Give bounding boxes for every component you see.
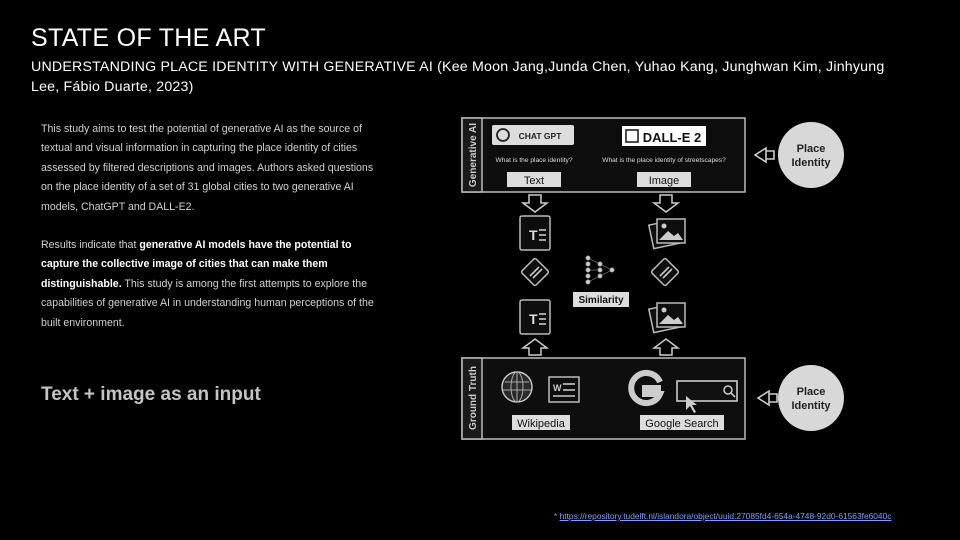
method-diagram xyxy=(455,110,875,450)
similarity-label: Similarity xyxy=(578,295,624,306)
emphasis-heading: Text + image as an input xyxy=(41,384,261,405)
footnote-link[interactable]: https://repository.tudelft.nl/islandora/object/uuid:27085fd4-654a-4748-92d0-61563fe6040c xyxy=(559,511,892,521)
arrow-left-icon xyxy=(758,391,777,405)
page-subtitle: UNDERSTANDING PLACE IDENTITY WITH GENERATIVE AI (Kee Moon Jang,Junda Chen, Yuhao Kang, Junghwan Kim, Jinhyung Lee, Fábio Duarte, 2023) xyxy=(31,59,885,95)
dalle-logo xyxy=(622,126,706,146)
dalle-label: DALL-E 2 xyxy=(642,130,702,145)
wiki-article-icon xyxy=(549,377,579,402)
arrow-left-icon xyxy=(755,148,774,162)
wikipedia-globe-icon xyxy=(502,372,532,402)
image-icon xyxy=(649,303,685,333)
comparison-diamond-icon xyxy=(521,258,549,286)
arrow-up-icon xyxy=(654,339,678,355)
body-text xyxy=(41,120,381,333)
arrow-down-icon xyxy=(654,195,678,212)
wikipedia-label: Wikipedia xyxy=(517,418,565,430)
image-icon xyxy=(649,219,685,249)
image-output-label: Image xyxy=(648,175,680,187)
body-paragraph-2 xyxy=(41,236,381,333)
svg-text:Place: Place xyxy=(796,386,826,398)
comparison-diamond-icon xyxy=(651,258,679,286)
text-output-label: Text xyxy=(523,175,545,187)
svg-text:Place: Place xyxy=(796,143,826,155)
svg-text:T: T xyxy=(529,227,538,243)
results-outro: This study is among the first attempts to explore the capabilities of generative AI in understanding human perceptions of the built environment. xyxy=(41,277,374,329)
footnote xyxy=(554,511,891,521)
svg-text:Identity: Identity xyxy=(791,157,831,169)
text-document-icon xyxy=(520,216,550,250)
google-search-label: Google Search xyxy=(645,418,719,430)
arrow-up-icon xyxy=(523,339,547,355)
results-intro: Results indicate that xyxy=(41,239,140,252)
chatgpt-logo xyxy=(492,125,574,145)
question-streetscapes: What is the place identity of streetscapes? xyxy=(602,157,726,164)
place-identity-circle-bottom xyxy=(778,365,844,431)
question-text: What is the place identity? xyxy=(495,157,573,164)
body-paragraph-1: This study aims to test the potential of generative AI as the source of textual and visual information in capturing the place identity of cities assessed by filtered descriptions and images. Authors asked questions on the place identity of a set of 31 global cities to two generative AI models, ChatGPT and DALL-E2. xyxy=(41,123,374,213)
text-document-icon xyxy=(520,300,550,334)
neural-network-icon xyxy=(586,256,614,284)
ground-truth-label: Ground Truth xyxy=(468,366,479,430)
svg-text:T: T xyxy=(529,311,538,327)
results-highlight: generative AI models have the potential to capture the collective image of cities that can make them distinguishable. xyxy=(41,239,352,290)
generative-ai-label: Generative AI xyxy=(468,122,479,188)
svg-text:Identity: Identity xyxy=(791,400,831,412)
arrow-down-icon xyxy=(523,195,547,212)
chatgpt-label: CHAT GPT xyxy=(518,131,562,141)
footnote-marker: * xyxy=(554,511,558,521)
place-identity-circle-top xyxy=(778,122,844,188)
page-title: STATE OF THE ART xyxy=(31,24,266,52)
svg-text:W: W xyxy=(553,383,562,393)
